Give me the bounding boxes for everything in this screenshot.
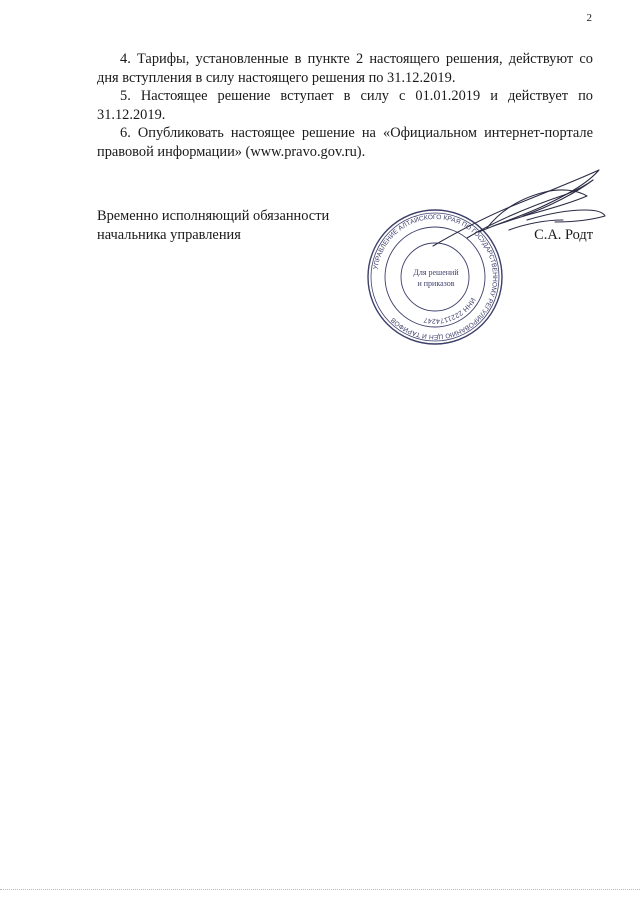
signer-name: С.А. Родт	[534, 227, 593, 243]
paragraph-4: 4. Тарифы, установленные в пункте 2 настоящего решения, действуют со дня вступления в силу настоящего решения по 31.12.2019.	[97, 51, 593, 86]
signature-block	[97, 207, 593, 347]
signer-position	[97, 207, 357, 244]
signer-position-line-1: Временно исполняющий обязанности	[97, 208, 330, 224]
svg-text:ИНН 2221174247	[423, 296, 476, 324]
scan-edge-line	[0, 889, 640, 890]
signer-position-line-2: начальника управления	[97, 226, 241, 243]
paragraph-5: 5. Настоящее решение вступает в силу с 01.01.2019 и действует по 31.12.2019.	[97, 88, 593, 123]
seal-inner-text: ИНН 2221174247	[423, 296, 477, 325]
page-number: 2	[586, 12, 592, 24]
paragraph-6: 6. Опубликовать настоящее решение на «Официальном интернет-портале правовой информации» (www.pravo.gov.ru).	[97, 125, 593, 160]
document-body	[97, 50, 593, 162]
seal-center-line-1: Для решений	[413, 268, 459, 277]
seal-center-line-2: и приказов	[417, 279, 455, 288]
seal-outer-text: УПРАВЛЕНИЕ АЛТАЙСКОГО КРАЯ ПО ГОСУДАРСТВЕННОМУ РЕГУЛИРОВАНИЮ ЦЕН И ТАРИФОВ	[372, 213, 499, 341]
